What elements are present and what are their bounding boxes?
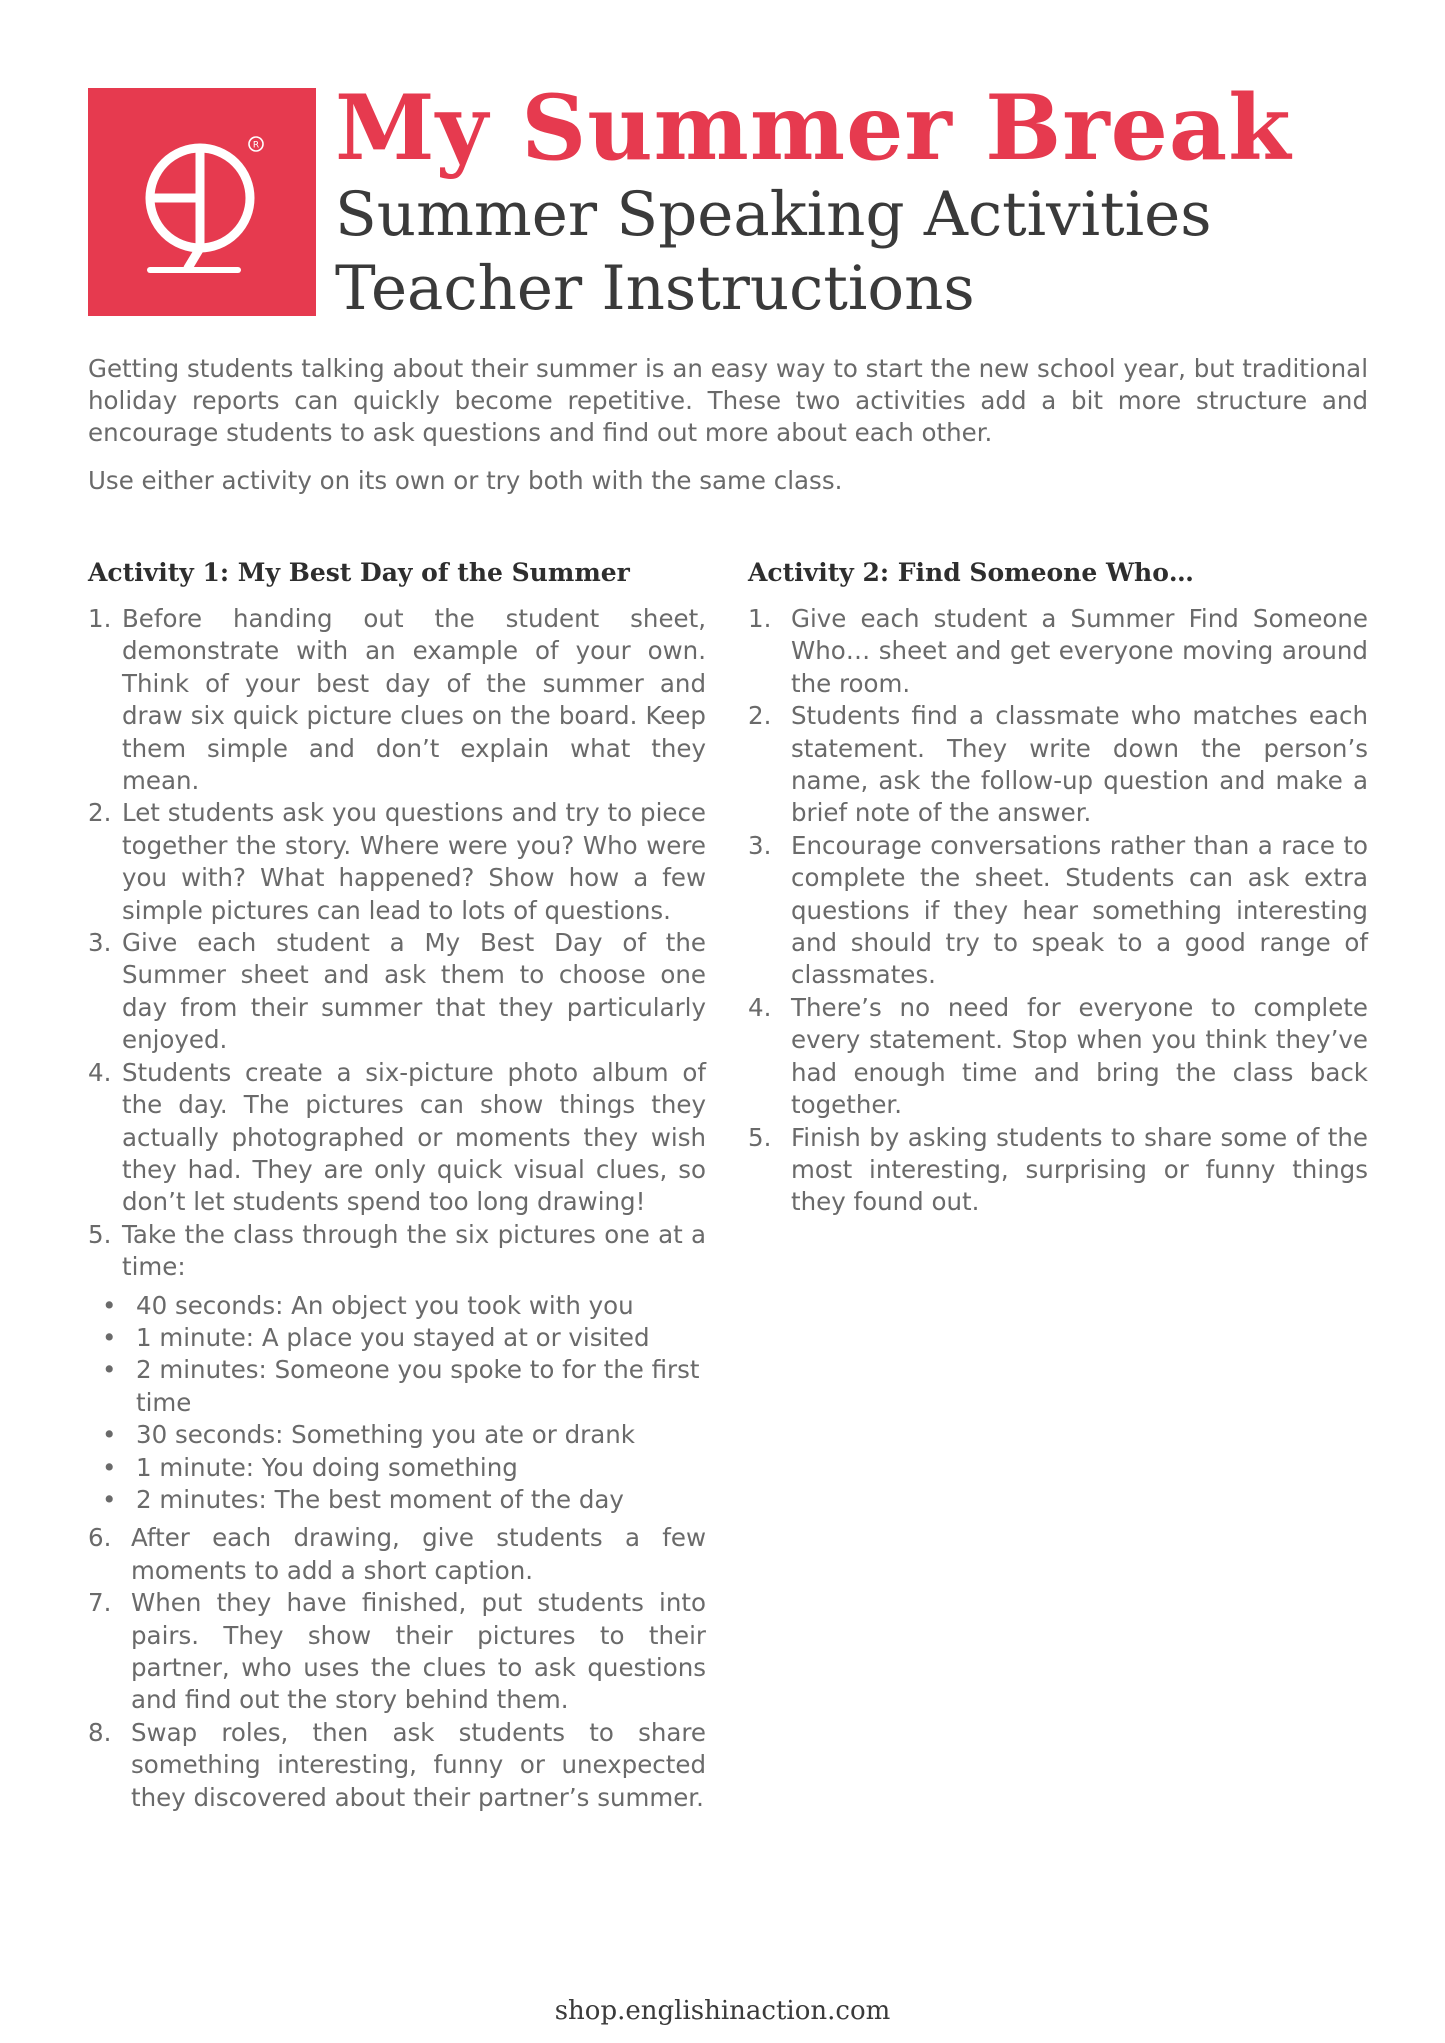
- step-number: 6.: [88, 1523, 112, 1553]
- list-item: [748, 603, 1368, 700]
- activity-2-heading: Activity 2: Find Someone Who…: [748, 558, 1194, 587]
- list-item: [88, 1522, 706, 1587]
- list-item: [748, 992, 1368, 1122]
- bullet-item: • 30 seconds: Something you ate or drank: [88, 1419, 706, 1451]
- step-text: Finish by asking students to share some of the most interesting, surprising or funny things they found out.: [791, 1122, 1368, 1217]
- step-text: Students create a six-picture photo album of the day. The pictures can show things they actually photographed or moments they wish they had. They are only quick visual clues, so don’t let students spend too long drawing!: [122, 1057, 706, 1217]
- step-text: Give each student a My Best Day of the Summer sheet and ask them to choose one day from their summer that they particularly enjoyed.: [122, 928, 706, 1055]
- footer-url[interactable]: shop.englishinaction.com: [554, 1996, 891, 2026]
- step-text: There’s no need for everyone to complete every statement. Stop when you think they’ve had enough time and bring the class back together.: [791, 992, 1368, 1120]
- list-item: [88, 1219, 706, 1284]
- intro-note: Use either activity on its own or try both with the same class.: [88, 466, 843, 495]
- bullet-icon: •: [102, 1322, 117, 1352]
- bullet-item: • 2 minutes: The best moment of the day: [88, 1484, 706, 1516]
- bullet-item: • 40 seconds: An object you took with you: [88, 1290, 706, 1322]
- list-item: [88, 1587, 706, 1717]
- bullet-item: • 1 minute: You doing something: [88, 1452, 706, 1484]
- activity-1-heading: Activity 1: My Best Day of the Summer: [88, 558, 630, 587]
- step-text: Give each student a Summer Find Someone Who… sheet and get everyone moving around the room.: [791, 604, 1368, 698]
- list-item: [88, 797, 706, 927]
- list-item: [88, 603, 706, 797]
- activity-1-steps: [88, 603, 706, 1284]
- list-item: [88, 1717, 706, 1814]
- bullet-icon: •: [102, 1452, 117, 1482]
- list-item: [88, 927, 706, 1057]
- page-title: My Summer Break: [335, 75, 1292, 181]
- title-block: [335, 75, 1395, 326]
- intro-paragraph: Getting students talking about their summer is an easy way to start the new school year, but traditional holiday reports can quickly become repetitive. These two activities add a bit more structure and encourage students to ask questions and find out more about each other.: [88, 354, 1368, 447]
- step-number: 1.: [88, 604, 112, 633]
- list-item: [88, 1057, 706, 1219]
- bullet-icon: •: [102, 1484, 117, 1514]
- bullet-item: • 1 minute: A place you stayed at or visited: [88, 1322, 706, 1354]
- activity-2-steps: [748, 603, 1368, 1219]
- step-text: After each drawing, give students a few moments to add a short caption.: [131, 1523, 706, 1585]
- step-number: 5.: [88, 1219, 112, 1249]
- page-subtitle: Summer Speaking Activities: [335, 179, 1212, 250]
- english-in-action-logo-icon: [88, 88, 316, 316]
- svg-text:R: R: [252, 140, 260, 151]
- bullet-icon: •: [102, 1355, 117, 1385]
- bullet-icon: •: [102, 1420, 117, 1450]
- activity-1-column: [88, 555, 706, 1814]
- step-text: Students find a classmate who matches each statement. They write down the person’s name, ask the follow-up question and make a brief note of the answer.: [791, 701, 1368, 828]
- list-item: [748, 700, 1368, 830]
- step-text: Before handing out the student sheet, demonstrate with an example of your own. Think of your best day of the summer and draw six quick picture clues on the board. Keep them simple and don’t explain what they mean.: [122, 604, 706, 796]
- list-item: [748, 1122, 1368, 1219]
- step-number: 7.: [88, 1588, 112, 1618]
- bullet-item: • 2 minutes: Someone you spoke to for the first time: [102, 1355, 700, 1417]
- step-text: Let students ask you questions and try to piece together the story. Where were you? Who were you with? What happened? Show how a few simple pictures can lead to lots of questions.: [122, 798, 706, 925]
- brand-logo: [88, 88, 316, 316]
- step-number: 4.: [748, 992, 772, 1022]
- step-number: 3.: [88, 928, 112, 958]
- list-item: [748, 830, 1368, 992]
- step-number: 4.: [88, 1057, 112, 1087]
- step-number: 3.: [748, 830, 772, 860]
- bullet-icon: •: [102, 1290, 117, 1320]
- step-text: When they have finished, put students into pairs. They show their pictures to their partner, who uses the clues to ask questions and find out the story behind them.: [131, 1588, 706, 1715]
- step-number: 5.: [748, 1122, 772, 1152]
- step-number: 2.: [88, 798, 112, 828]
- activity-1-steps-continued: [88, 1522, 706, 1814]
- activity-2-column: [748, 555, 1368, 1219]
- step-text: Encourage conversations rather than a race to complete the sheet. Students can ask extra questions if they hear something interesting and should try to speak to a good range of classmates.: [791, 830, 1368, 990]
- step-number: 8.: [88, 1717, 112, 1747]
- timing-bullets: [88, 1290, 706, 1517]
- page-subtitle-2: Teacher Instructions: [335, 253, 975, 324]
- step-text: Swap roles, then ask students to share something interesting, funny or unexpected they discovered about their partner’s summer.: [131, 1717, 706, 1812]
- step-number: 1.: [748, 604, 772, 633]
- step-number: 2.: [748, 701, 772, 731]
- step-text: Take the class through the six pictures one at a time:: [122, 1219, 706, 1282]
